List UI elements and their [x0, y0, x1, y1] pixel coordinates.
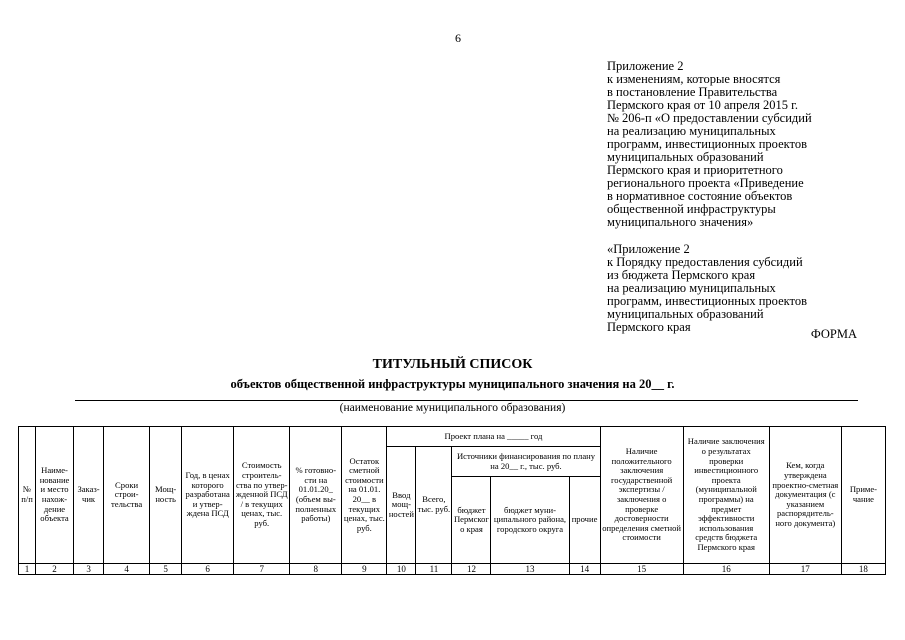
header-note: Приме-чание	[841, 427, 885, 564]
column-number: 1	[19, 564, 36, 575]
column-number: 8	[290, 564, 342, 575]
appendix-line: программ, инвестиционных проектов	[607, 137, 807, 151]
forma-label: ФОРМА	[810, 327, 857, 341]
column-number: 17	[769, 564, 841, 575]
appendix-block	[607, 60, 897, 334]
header-commission: Ввод мощ-ностей	[387, 447, 416, 564]
appendix-line: «Приложение 2	[607, 242, 690, 256]
appendix-line: Пермского края	[607, 320, 691, 334]
appendix-line: Пермского края от 10 апреля 2015 г.	[607, 98, 798, 112]
column-number: 14	[569, 564, 600, 575]
appendix-line: в постановление Правительства	[607, 85, 778, 99]
header-total: Всего, тыс. руб.	[416, 447, 452, 564]
header-sources: Источники финансирования по плану на 20__ г., тыс. руб.	[452, 447, 600, 477]
column-number: 6	[182, 564, 234, 575]
appendix-line: из бюджета Пермского края	[607, 268, 756, 282]
header-other: прочие	[569, 477, 600, 564]
header-capacity: Мощ-ность	[150, 427, 182, 564]
column-number: 5	[150, 564, 182, 575]
header-customer: Заказ-чик	[74, 427, 104, 564]
appendix-line: к изменениям, которые вносятся	[607, 72, 781, 86]
column-number: 12	[452, 564, 491, 575]
appendix-line: № 206-п «О предоставлении субсидий	[607, 111, 812, 125]
header-name: Наиме-нование и место нахож-дение объекта	[36, 427, 74, 564]
column-number: 7	[234, 564, 290, 575]
column-number: 9	[342, 564, 387, 575]
appendix-line: Пермского края и приоритетного	[607, 163, 783, 177]
header-remainder: Остаток сметной стоимости на 01.01. 20__ в текущих ценах, тыс. руб.	[342, 427, 387, 564]
appendix-line: общественной инфраструктуры	[607, 202, 776, 216]
header-efficiency: Наличие заключения о результатах проверки инвестиционного проекта (муниципальной программы) на предмет эффективности использования средств бюджета Пермского края	[683, 427, 769, 564]
header-plan: Проект плана на _____ год	[387, 427, 600, 447]
column-number: 4	[104, 564, 150, 575]
header-year-psd: Год, в ценах которого разработана и утвер-ждена ПСД	[182, 427, 234, 564]
column-number: 3	[74, 564, 104, 575]
column-number: 2	[36, 564, 74, 575]
header-expertise: Наличие положительного заключения государственной экспертизы / заключения о проверке достоверности определения сметной стоимости	[600, 427, 683, 564]
appendix-line: муниципальных образований	[607, 307, 764, 321]
title-list-table	[18, 426, 886, 575]
page-number: 6	[455, 31, 461, 45]
header-terms: Сроки строи-тельства	[104, 427, 150, 564]
header-readiness: % готовно-сти на 01.01.20_ (объем вы-полненных работы)	[290, 427, 342, 564]
column-number: 16	[683, 564, 769, 575]
municipality-line	[75, 400, 858, 401]
column-number: 10	[387, 564, 416, 575]
header-regional-budget: бюджет Пермского края	[452, 477, 491, 564]
header-approved: Кем, когда утверждена проектно-сметная документация (с указанием распорядитель-ного документа)	[769, 427, 841, 564]
header-municipal-budget: бюджет муни-ципального района, городского округа	[491, 477, 569, 564]
column-number: 18	[841, 564, 885, 575]
appendix-line: регионального проекта «Приведение	[607, 176, 804, 190]
column-number: 15	[600, 564, 683, 575]
column-number: 11	[416, 564, 452, 575]
header-num: № п/п	[19, 427, 36, 564]
appendix-line: в нормативное состояние объектов	[607, 189, 793, 203]
document-subtitle: объектов общественной инфраструктуры муниципального значения на 20__ г.	[230, 377, 675, 391]
appendix-line: муниципальных образований	[607, 150, 764, 164]
header-cost: Стоимость строитель-ства по утвер-жденной ПСД / в текущих ценах, тыс. руб.	[234, 427, 290, 564]
column-number: 13	[491, 564, 569, 575]
appendix-line: на реализацию муниципальных	[607, 124, 776, 138]
municipality-caption: (наименование муниципального образования)	[339, 402, 566, 414]
appendix-line: программ, инвестиционных проектов	[607, 294, 807, 308]
appendix-line: муниципального значения»	[607, 215, 754, 229]
appendix-line: на реализацию муниципальных	[607, 281, 776, 295]
appendix-line: Приложение 2	[607, 59, 684, 73]
document-title: ТИТУЛЬНЫЙ СПИСОК	[372, 357, 533, 372]
appendix-line: к Порядку предоставления субсидий	[607, 255, 803, 269]
